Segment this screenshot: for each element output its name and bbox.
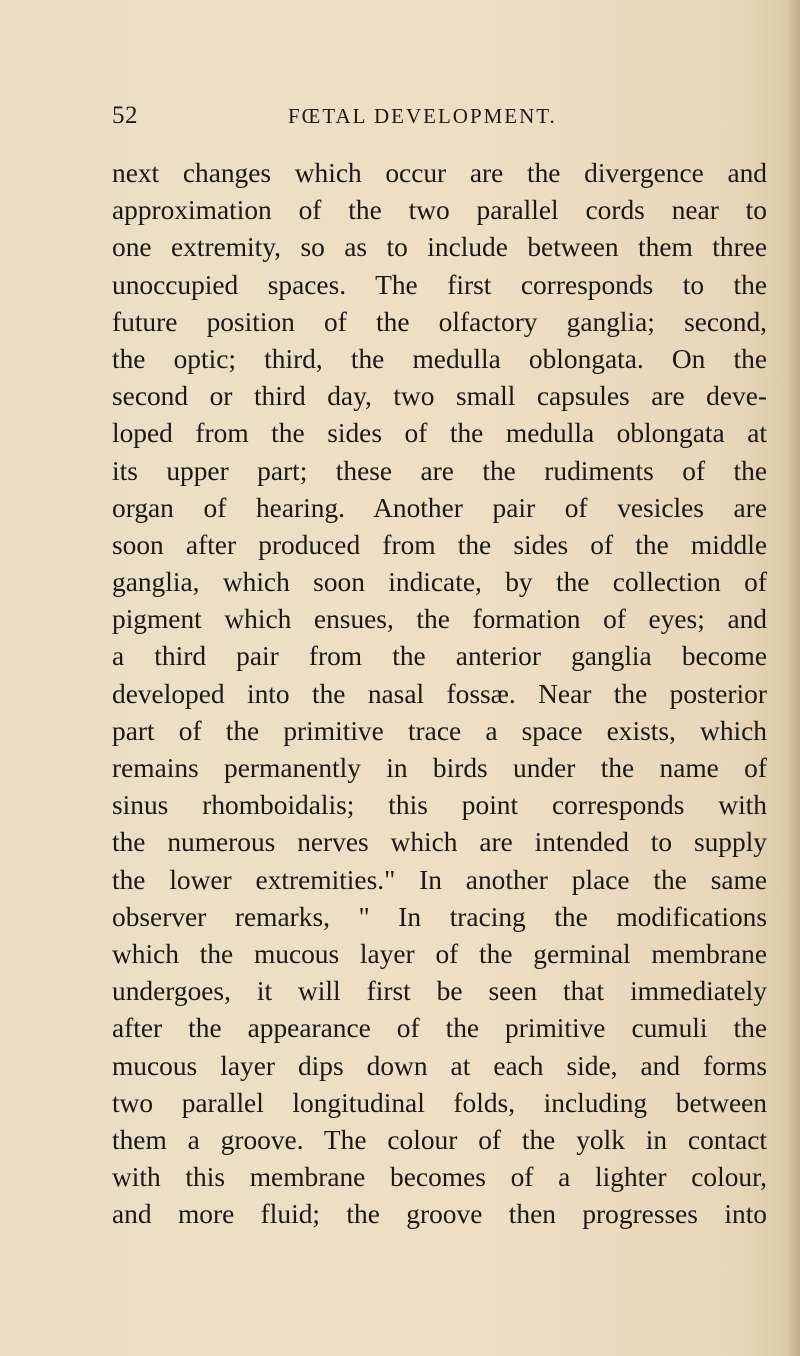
text-line: observer remarks, " In tracing the modifications — [112, 901, 767, 932]
text-line: the numerous nerves which are intended to supply — [112, 827, 767, 858]
text-line: soon after produced from the sides of the middle — [112, 529, 767, 560]
text-line: approximation of the two parallel cords near to — [112, 195, 767, 226]
page-number: 52 — [112, 102, 138, 129]
text-line: second or third day, two small capsules are deve- — [112, 381, 767, 412]
text-line: with this membrane becomes of a lighter colour, — [112, 1162, 767, 1193]
text-line: a third pair from the anterior ganglia become — [112, 641, 767, 672]
text-line: the optic; third, the medulla oblongata. On the — [112, 343, 767, 374]
text-line: sinus rhomboidalis; this point corresponds with — [112, 790, 767, 821]
text-line: one extremity, so as to include between them three — [112, 232, 767, 263]
text-line: them a groove. The colour of the yolk in contact — [112, 1124, 767, 1155]
text-line: which the mucous layer of the germinal membrane — [112, 938, 767, 969]
text-line: organ of hearing. Another pair of vesicles are — [112, 492, 767, 523]
text-line: the lower extremities." In another place the same — [112, 864, 767, 895]
running-title: FŒTAL DEVELOPMENT. — [288, 104, 557, 128]
text-line: next changes which occur are the divergence and — [112, 158, 767, 188]
text-line: loped from the sides of the medulla oblongata at — [112, 418, 767, 449]
body-text — [112, 155, 772, 1233]
text-line: and more fluid; the groove then progresses into — [112, 1199, 767, 1230]
text-line: undergoes, it will first be seen that immediately — [112, 976, 767, 1007]
text-line: part of the primitive trace a space exists, which — [112, 715, 767, 746]
text-line: developed into the nasal fossæ. Near the posterior — [112, 678, 767, 709]
page-edge-shadow — [786, 0, 800, 1356]
text-line: two parallel longitudinal folds, including between — [112, 1087, 767, 1118]
text-line: its upper part; these are the rudiments of the — [112, 455, 767, 486]
text-line: ganglia, which soon indicate, by the collection of — [112, 567, 767, 598]
text-line: after the appearance of the primitive cumuli the — [112, 1013, 767, 1044]
text-line: mucous layer dips down at each side, and forms — [112, 1050, 767, 1081]
text-line: pigment which ensues, the formation of eyes; and — [112, 604, 767, 635]
text-line: future position of the olfactory ganglia; second, — [112, 306, 767, 337]
text-line: remains permanently in birds under the name of — [112, 753, 767, 783]
text-line: unoccupied spaces. The first corresponds to the — [112, 269, 767, 300]
page-header — [112, 102, 692, 132]
